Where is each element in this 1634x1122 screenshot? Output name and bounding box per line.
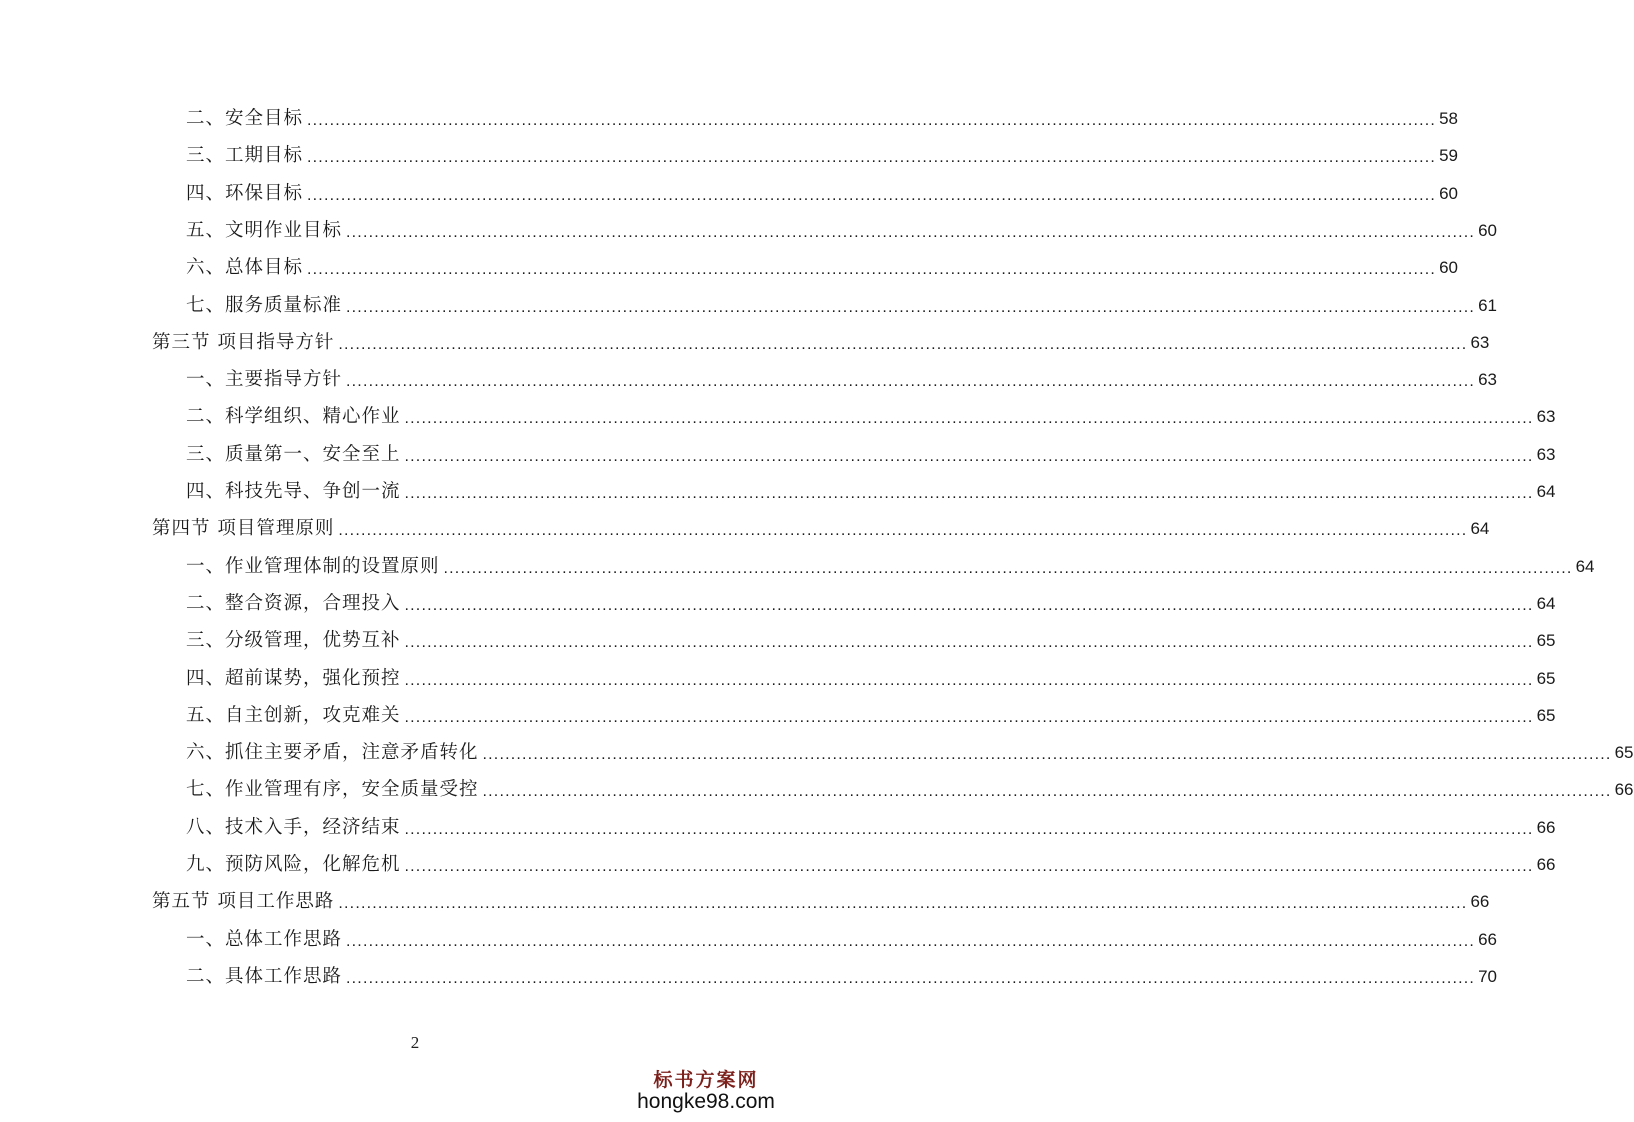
toc-entry[interactable] (186, 473, 1556, 503)
toc-entry-title: 八、技术入手，经济结束 (186, 817, 401, 838)
toc-entry-title: 二、安全目标 (186, 108, 304, 129)
toc-entry-title: 九、预防风险，化解危机 (186, 854, 401, 875)
toc-entry[interactable] (186, 660, 1556, 690)
toc-dot-leader: ........................................................................................................................................................................................................ (404, 485, 1534, 502)
toc-dot-leader: ........................................................................................................................................................................................................ (346, 224, 1476, 241)
toc-entry[interactable] (186, 212, 1497, 242)
toc-dot-leader: ........................................................................................................................................................................................................ (404, 597, 1534, 614)
toc-entry-title: 六、抓住主要矛盾，注意矛盾转化 (186, 742, 479, 763)
toc-entry-page: 66 (1478, 930, 1497, 949)
toc-entry-title: 第三节 项目指导方针 (152, 332, 335, 353)
toc-entry-title: 六、总体目标 (186, 257, 304, 278)
toc-entry-page: 64 (1575, 557, 1595, 576)
toc-entry-title: 一、总体工作思路 (186, 929, 343, 950)
toc-dot-leader: ........................................................................................................................................................................................................ (482, 746, 1612, 763)
toc-entry-title: 七、服务质量标准 (186, 295, 343, 316)
toc-entry-page: 66 (1470, 892, 1490, 911)
toc-entry[interactable] (186, 697, 1556, 727)
toc-dot-leader: ........................................................................................................................................................................................................ (404, 672, 1534, 689)
toc-entry-page: 61 (1478, 296, 1497, 315)
toc-entry[interactable] (186, 249, 1458, 279)
toc-entry[interactable] (186, 287, 1497, 317)
toc-entry-page: 65 (1536, 669, 1556, 688)
toc-dot-leader: ........................................................................................................................................................................................................ (307, 261, 1437, 278)
toc-dot-leader: ........................................................................................................................................................................................................ (404, 410, 1534, 427)
toc-entry[interactable] (186, 361, 1497, 391)
toc-entry[interactable] (186, 137, 1458, 167)
toc-entry-page: 63 (1536, 445, 1556, 464)
toc-entry-page: 66 (1614, 780, 1634, 799)
toc-dot-leader: ........................................................................................................................................................................................................ (307, 112, 1437, 129)
toc-dot-leader: ........................................................................................................................................................................................................ (346, 299, 1476, 316)
watermark-url: hongke98.com (637, 1090, 775, 1113)
toc-entry[interactable] (186, 809, 1556, 839)
toc-entry[interactable] (186, 846, 1556, 876)
toc-entry-page: 63 (1470, 333, 1490, 352)
toc-dot-leader: ........................................................................................................................................................................................................ (443, 560, 1573, 577)
toc-entry-page: 63 (1536, 407, 1556, 426)
toc-entry-title: 五、文明作业目标 (186, 220, 343, 241)
toc-entry[interactable] (186, 175, 1458, 205)
toc-entry[interactable] (186, 921, 1497, 951)
toc-dot-leader: ........................................................................................................................................................................................................ (307, 187, 1437, 204)
toc-dot-leader: ........................................................................................................................................................................................................ (404, 858, 1534, 875)
toc-entry-page: 65 (1614, 743, 1634, 762)
toc-entry-title: 三、质量第一、安全至上 (186, 444, 401, 465)
toc-entry-title: 四、超前谋势，强化预控 (186, 668, 401, 689)
toc-dot-leader: ........................................................................................................................................................................................................ (346, 970, 1476, 987)
toc-entry[interactable] (152, 883, 1490, 913)
toc-entry-page: 65 (1536, 631, 1556, 650)
toc-entry-page: 58 (1439, 109, 1458, 128)
toc-entry[interactable] (186, 622, 1556, 652)
toc-entry-title: 二、科学组织、精心作业 (186, 406, 401, 427)
toc-entry-page: 64 (1536, 482, 1556, 501)
toc-entry-page: 64 (1536, 594, 1556, 613)
toc-entry[interactable] (152, 324, 1490, 354)
toc-entry[interactable] (186, 398, 1556, 428)
toc-entry-page: 60 (1439, 258, 1458, 277)
toc-entry-page: 70 (1478, 967, 1497, 986)
toc-dot-leader: ........................................................................................................................................................................................................ (404, 709, 1534, 726)
toc-entry-title: 二、具体工作思路 (186, 966, 343, 987)
toc-entry-title: 二、整合资源，合理投入 (186, 593, 401, 614)
toc-entry-title: 四、环保目标 (186, 183, 304, 204)
toc-entry-page: 65 (1536, 706, 1556, 725)
toc-dot-leader: ........................................................................................................................................................................................................ (338, 895, 1468, 912)
toc-entry-title: 三、工期目标 (186, 145, 304, 166)
toc-dot-leader: ........................................................................................................................................................................................................ (404, 448, 1534, 465)
page-number: 2 (410, 1033, 420, 1052)
toc-entry[interactable] (186, 771, 1634, 801)
toc-entry-title: 第四节 项目管理原则 (152, 518, 335, 539)
toc-entry-page: 63 (1478, 370, 1497, 389)
toc-dot-leader: ........................................................................................................................................................................................................ (338, 336, 1468, 353)
toc-entry-title: 五、自主创新，攻克难关 (186, 705, 401, 726)
toc-dot-leader: ........................................................................................................................................................................................................ (404, 821, 1534, 838)
toc-entry-page: 66 (1536, 855, 1556, 874)
toc-entry-title: 四、科技先导、争创一流 (186, 481, 401, 502)
toc-dot-leader: ........................................................................................................................................................................................................ (307, 149, 1437, 166)
toc-entry-page: 66 (1536, 818, 1556, 837)
toc-entry[interactable] (186, 734, 1634, 764)
toc-entry-page: 60 (1478, 221, 1497, 240)
toc-entry-title: 三、分级管理，优势互补 (186, 630, 401, 651)
toc-entry[interactable] (186, 548, 1595, 578)
toc-entry[interactable] (186, 100, 1458, 130)
toc-entry[interactable] (152, 510, 1490, 540)
toc-dot-leader: ........................................................................................................................................................................................................ (404, 634, 1534, 651)
toc-entry[interactable] (186, 585, 1556, 615)
toc-dot-leader: ........................................................................................................................................................................................................ (346, 933, 1476, 950)
toc-entry-page: 64 (1470, 519, 1490, 538)
toc-entry[interactable] (186, 436, 1556, 466)
toc-entry-title: 一、作业管理体制的设置原则 (186, 556, 440, 577)
toc-entry-title: 一、主要指导方针 (186, 369, 343, 390)
watermark-brand: 标书方案网 (653, 1069, 759, 1091)
toc-dot-leader: ........................................................................................................................................................................................................ (338, 522, 1468, 539)
toc-entry-page: 60 (1439, 184, 1458, 203)
toc-dot-leader: ........................................................................................................................................................................................................ (346, 373, 1476, 390)
toc-entry[interactable] (186, 958, 1497, 988)
toc-entry-title: 第五节 项目工作思路 (152, 891, 335, 912)
watermark (631, 1065, 781, 1114)
toc-entry-page: 59 (1439, 146, 1458, 165)
toc-entry-title: 七、作业管理有序，安全质量受控 (186, 779, 479, 800)
toc-dot-leader: ........................................................................................................................................................................................................ (482, 783, 1612, 800)
